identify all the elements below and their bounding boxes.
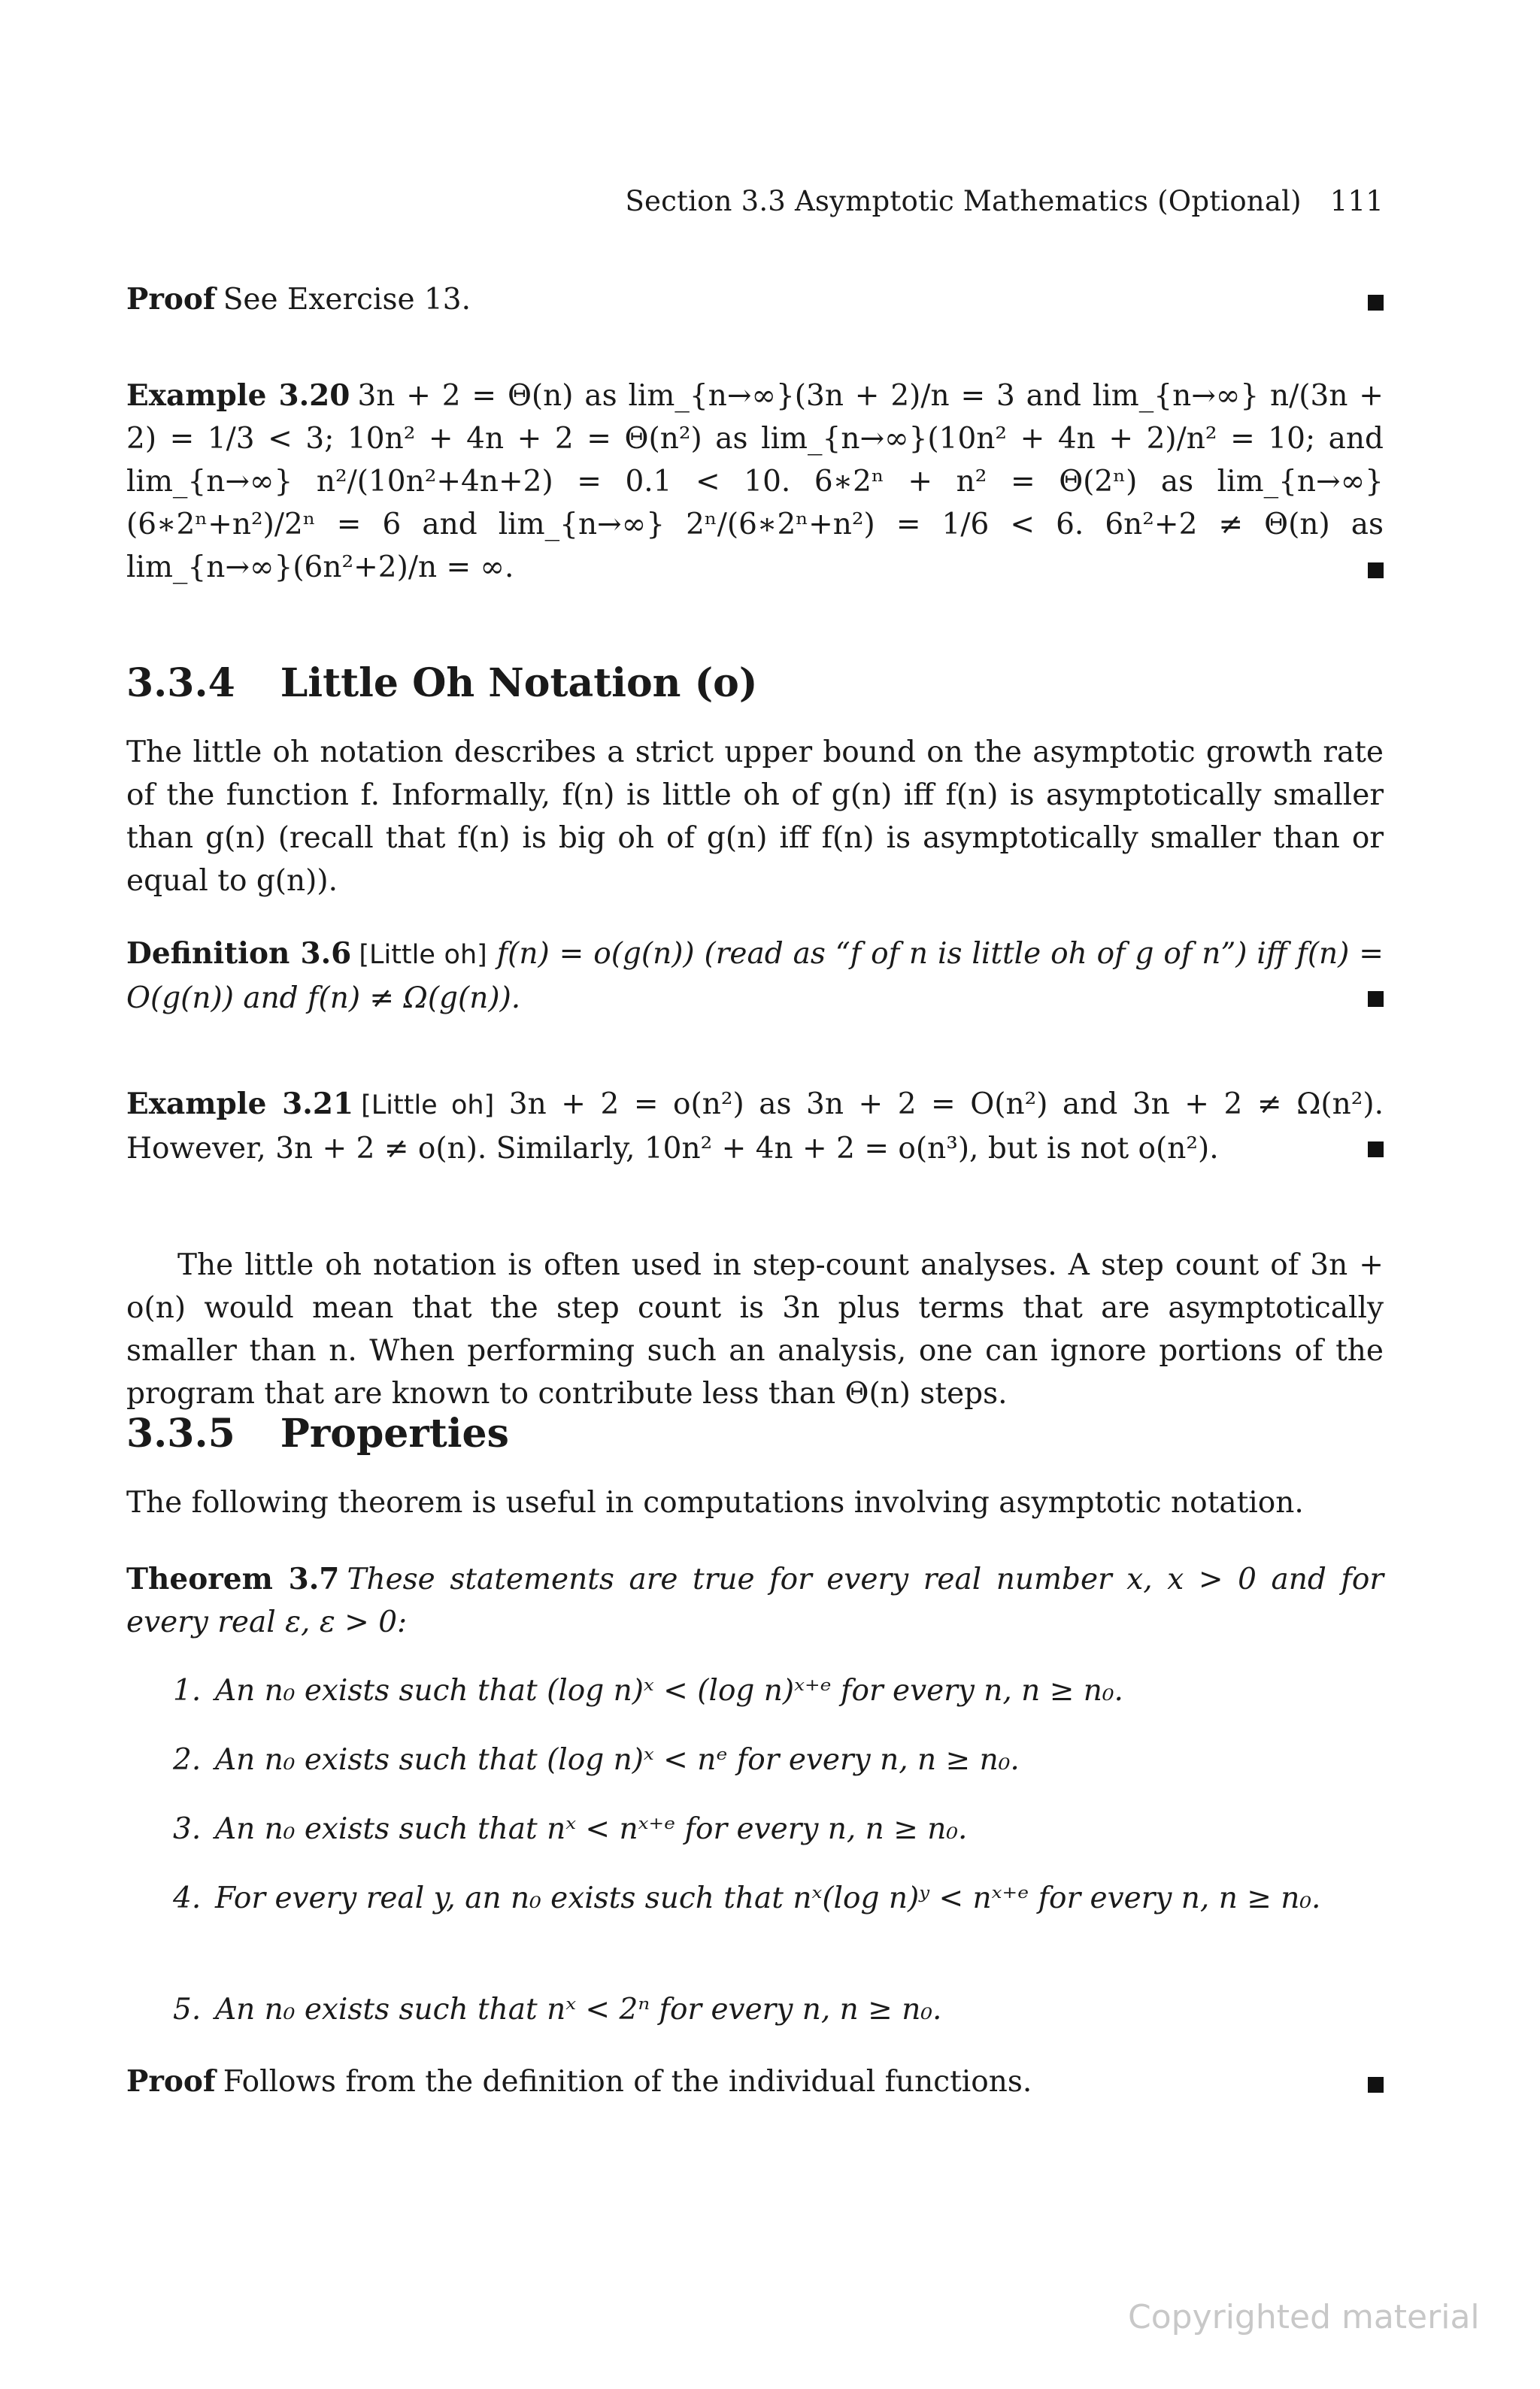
list-item-text: An n₀ exists such that (log n)ˣ < (log n)ˣ⁺ᵉ for every n, n ≥ n₀.: [215, 1674, 1123, 1708]
paragraph-little-oh: [126, 731, 1384, 902]
list-item-number: 1.: [173, 1674, 202, 1708]
example-tag: [Little oh]: [361, 1090, 495, 1120]
section-heading-3-3-5: [126, 1411, 509, 1457]
definition-label: Definition 3.6: [126, 936, 352, 971]
qed-mark: [1368, 1141, 1384, 1157]
running-head: [625, 185, 1384, 217]
qed-mark: [1368, 562, 1384, 578]
list-item-number: 3.: [173, 1812, 202, 1846]
list-item-number: 2.: [173, 1743, 202, 1777]
book-page: [126, 0, 1384, 2389]
example-text: 3n + 2 = o(n²) as 3n + 2 = O(n²) and 3n + 2 ≠ Ω(n²). However, 3n + 2 ≠ o(n). Similarly, 10n² + 4n + 2 = o(n³), but is not o(n²).: [126, 1087, 1384, 1166]
page-number: 111: [1329, 185, 1384, 217]
list-item-number: 4.: [173, 1881, 202, 1915]
example-3-21: [126, 1083, 1384, 1170]
paragraph-properties: [126, 1481, 1384, 1524]
proof-text: See Exercise 13.: [223, 283, 471, 317]
qed-mark: [1368, 295, 1384, 311]
section-number: 3.3.5: [126, 1411, 235, 1457]
section-title: Properties: [280, 1411, 509, 1457]
example-text: 3n + 2 = Θ(n) as lim_{n→∞}(3n + 2)/n = 3 and lim_{n→∞} n/(3n + 2) = 1/3 < 3; 10n² + 4n + 2 = Θ(n²) as lim_{n→∞}(10n² + 4n + 2)/n² = 10; and lim_{n→∞} n²/(10n²+4n+2) = 0.1 < 10. 6∗2ⁿ + n² = Θ(2ⁿ) as lim_{n→∞}(6∗2ⁿ+n²)/2ⁿ = 6 and lim_{n→∞} 2ⁿ/(6∗2ⁿ+n²) = 1/6 < 6. 6n²+2 ≠ Θ(n) as lim_{n→∞}(6n²+2)/n = ∞.: [126, 379, 1384, 584]
copyright-watermark: Copyrighted material: [1128, 2298, 1480, 2336]
definition-3-6: [126, 932, 1384, 1020]
paragraph-text: The following theorem is useful in computations involving asymptotic notation.: [126, 1486, 1304, 1520]
theorem-3-7: [126, 1558, 1384, 1644]
list-item-text: An n₀ exists such that nˣ < nˣ⁺ᵉ for every n, n ≥ n₀.: [215, 1812, 968, 1846]
list-item-text: An n₀ exists such that nˣ < 2ⁿ for every n, n ≥ n₀.: [215, 1993, 942, 2027]
list-item-text: An n₀ exists such that (log n)ˣ < nᵉ for every n, n ≥ n₀.: [215, 1743, 1020, 1777]
section-number: 3.3.4: [126, 660, 235, 706]
running-title: Section 3.3 Asymptotic Mathematics (Optional): [625, 185, 1302, 217]
paragraph-text: The little oh notation describes a strict upper bound on the asymptotic growth rate of the function f. Informally, f(n) is little oh of g(n) iff f(n) is asymptotically smaller than g(n) (recall that f(n) is big oh of g(n) iff f(n) is asymptotically smaller than or equal to g(n)).: [126, 735, 1384, 898]
proof-text: Follows from the definition of the individual functions.: [223, 2065, 1032, 2099]
proof-label: Proof: [126, 2064, 216, 2099]
proof-follows: [126, 2060, 1384, 2103]
example-label: Example 3.21: [126, 1087, 354, 1121]
qed-mark: [1368, 991, 1384, 1007]
list-item-text: For every real y, an n₀ exists such that nˣ(log n)ʸ < nˣ⁺ᵉ for every n, n ≥ n₀.: [215, 1881, 1321, 1915]
proof-see-exercise: [126, 278, 1384, 321]
list-item-number: 5.: [173, 1993, 202, 2027]
theorem-label: Theorem 3.7: [126, 1562, 340, 1596]
theorem-text: These statements are true for every real number x, x > 0 and for every real ε, ε > 0:: [126, 1563, 1384, 1639]
proof-label: Proof: [126, 282, 216, 317]
section-heading-3-3-4: [126, 660, 757, 706]
paragraph-text: The little oh notation is often used in step-count analyses. A step count of 3n + o(n) would mean that the step count is 3n plus terms that are asymptotically smaller than n. When performing such an analysis, one can ignore portions of the program that are known to contribute less than Θ(n) steps.: [126, 1248, 1384, 1411]
definition-text: f(n) = o(g(n)) (read as “f of n is little oh of g of n”) iff f(n) = O(g(n)) and f(n) ≠ Ω(g(n)).: [126, 937, 1384, 1015]
paragraph-step-count: [126, 1244, 1384, 1415]
example-label: Example 3.20: [126, 378, 350, 413]
example-3-20: [126, 374, 1384, 589]
section-title: Little Oh Notation (o): [280, 660, 758, 706]
definition-tag: [Little oh]: [359, 940, 487, 970]
qed-mark: [1368, 2077, 1384, 2093]
